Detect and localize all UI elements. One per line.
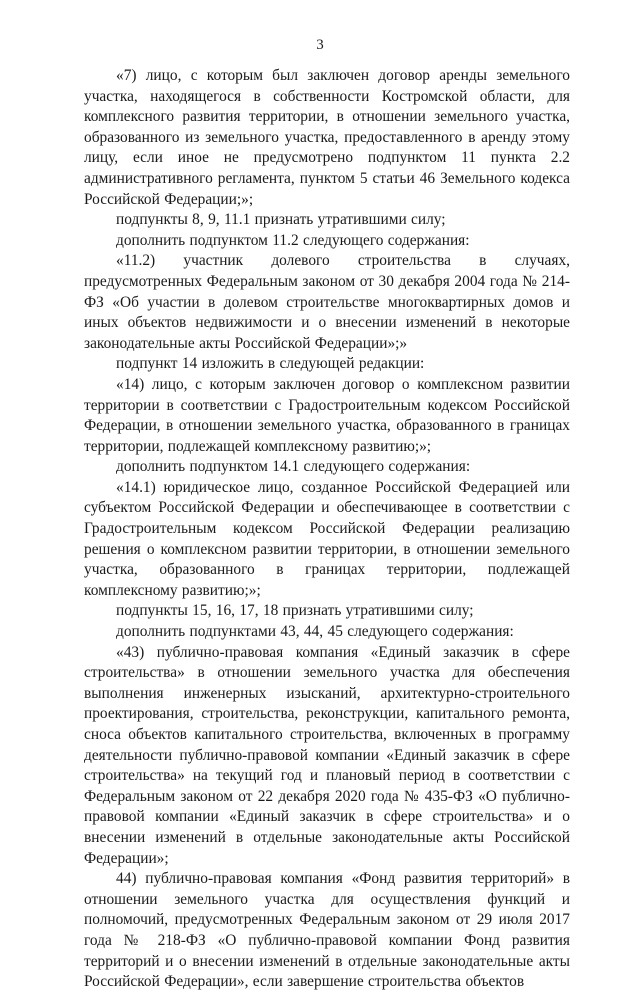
paragraph-item-14-intro: подпункт 14 изложить в следующей редакции: [116, 355, 425, 373]
paragraph-add-43-45-intro: дополнить подпунктами 43, 44, 45 следующего содержания: [116, 623, 514, 641]
paragraph-add-14-1-intro: дополнить подпунктом 14.1 следующего содержания: [116, 458, 471, 476]
page-number: 3 [316, 37, 324, 53]
paragraph-item-7: «7) лицо, с которым был заключен договор аренды земельного участка, находящегося в собственности Костромской области, для комплексного развития территории, в отношении земельного участка, образованного из земельного участка, предоставленного в аренду этому лицу, если иное не предусмотрено подпунктом 11 пункта 2.2 административного регламента, пунктом 5 статьи 46 Земельного кодекса Российской Федерации;»; [84, 67, 570, 208]
paragraph-item-44: 44) публично-правовая компания «Фонд развития территорий» в отношении земельного участка для осуществления функций и полномочий, предусмотренных Федеральным законом от 29 июля 2017 года № 218-ФЗ «О публично-правовой компании Фонд развития территорий и о внесении изменений в отдельные законодательные акты Российской Федерации», если завершение строительства объектов [84, 870, 570, 991]
paragraph-item-11-2: «11.2) участник долевого строительства в случаях, предусмотренных Федеральным законом от 30 декабря 2004 года № 214-ФЗ «Об участии в долевом строительстве многоквартирных домов и иных объектов недвижимости и о внесении изменений в некоторые законодательные акты Российской Федерации»;» [84, 252, 570, 352]
paragraph-repeal-15-18: подпункты 15, 16, 17, 18 признать утратившими силу; [116, 602, 474, 620]
paragraph-item-14: «14) лицо, с которым заключен договор о комплексном развитии территории в соответствии с Градостроительным кодексом Российской Федерации, в отношении земельного участка, образованного в границах территории, подлежащей комплексному развитию;»; [84, 375, 570, 455]
paragraph-item-14-1: «14.1) юридическое лицо, созданное Российской Федерацией или субъектом Российской Федерации и обеспечивающее в соответствии с Градостроительным кодексом Российской Федерации реализацию решения о комплексном развитии территории, в отношении земельного участка, образованного в границах территории, подлежащей комплексному развитию;»; [84, 478, 570, 599]
paragraph-item-43: «43) публично-правовая компания «Единый заказчик в сфере строительства» в отношении земельного участка для обеспечения выполнения инженерных изысканий, архитектурно-строительного проектирования, строительства, реконструкции, капитального ремонта, сноса объектов капитального строительства, включенных в программу деятельности публично-правовой компании «Единый заказчик в сфере строительства» на текущий год и плановый период в соответствии с Федеральным законом от 22 декабря 2020 года № 435-ФЗ «О публично-правовой компании «Единый заказчик в сфере строительства» и о внесении изменений в отдельные законодательные акты Российской Федерации»; [84, 643, 570, 867]
paragraph-add-11-2-intro: дополнить подпунктом 11.2 следующего содержания: [116, 231, 470, 249]
paragraph-repeal-8-9-11-1: подпункты 8, 9, 11.1 признать утратившими силу; [116, 211, 446, 229]
document-body [84, 66, 570, 993]
